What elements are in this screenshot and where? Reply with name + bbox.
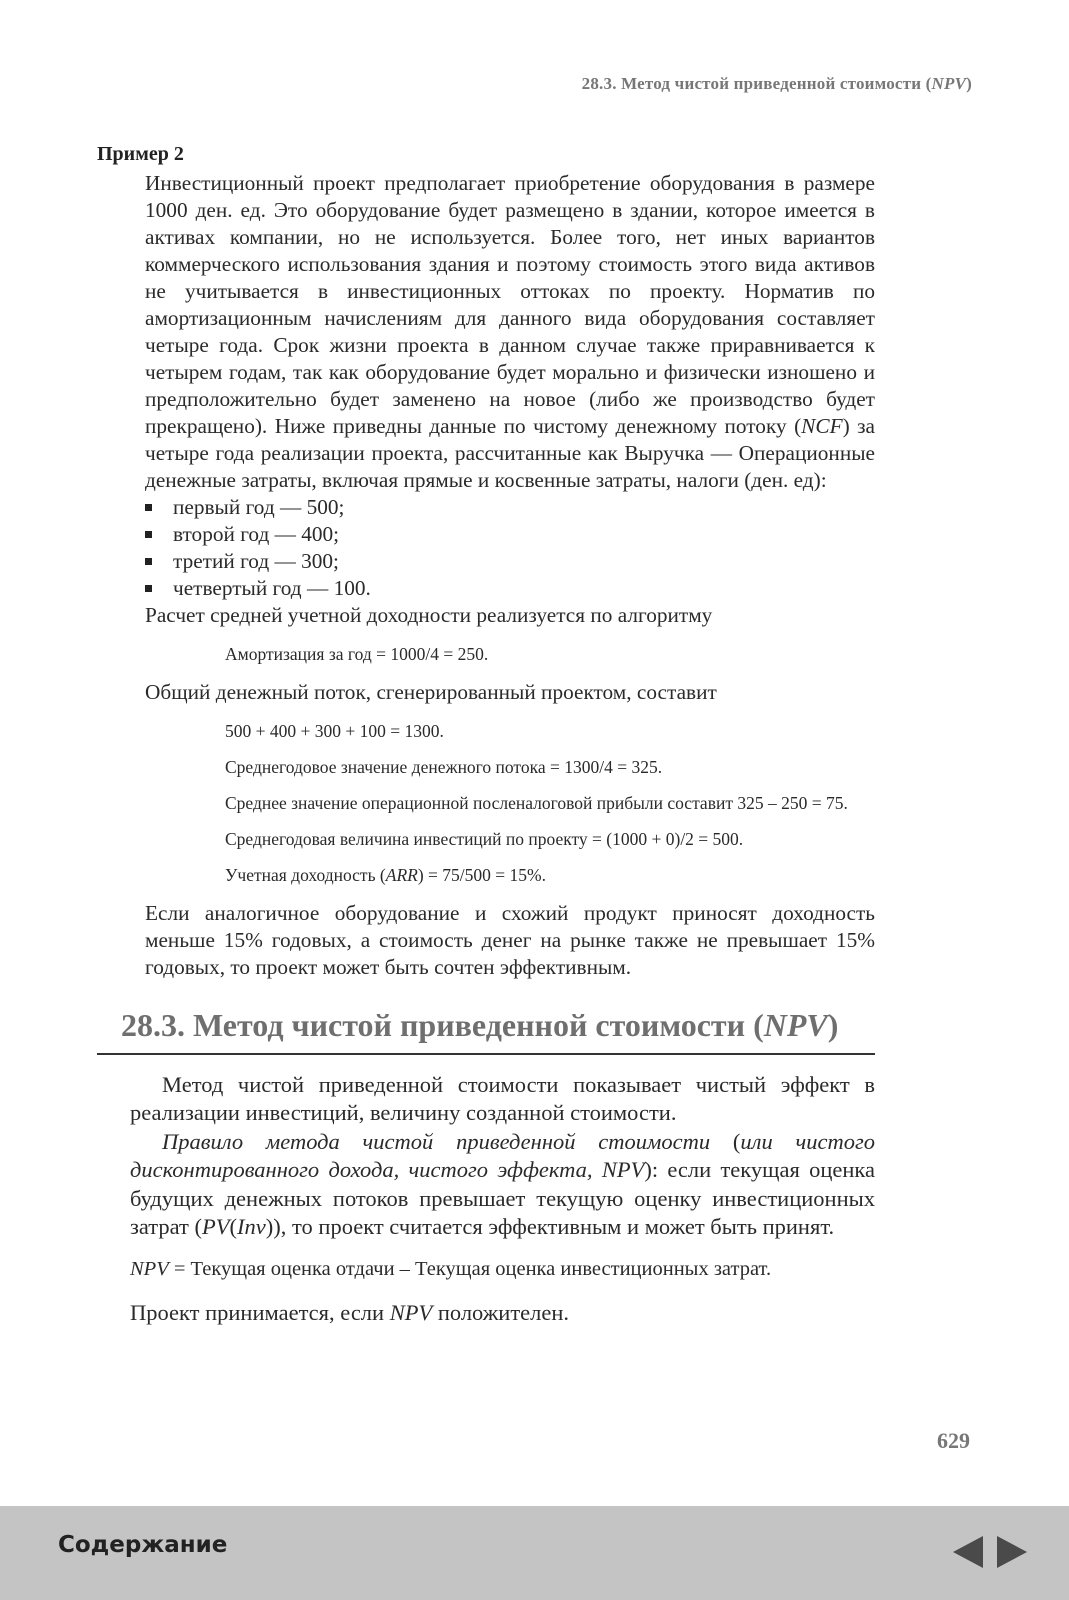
page-content — [97, 143, 875, 1327]
next-page-icon[interactable] — [997, 1536, 1027, 1568]
contents-link[interactable]: Содержание — [58, 1532, 228, 1558]
section-heading: 28.3. Метод чистой приведенной стоимости (NPV) — [121, 1007, 839, 1043]
page-number: 629 — [937, 1428, 970, 1453]
section-body — [130, 1071, 875, 1328]
list-item: второй год — 400; — [145, 521, 875, 548]
npv-formula: NPV = Текущая оценка отдачи – Текущая оценка инвестиционных затрат. — [130, 1257, 772, 1280]
cash-flow-intro: Общий денежный поток, сгенерированный проектом, составит — [145, 680, 717, 704]
cash-flow-list — [145, 494, 875, 602]
bullet-icon — [145, 558, 152, 565]
formula-total: 500 + 400 + 300 + 100 = 1300. — [225, 721, 444, 741]
footer-bar — [0, 1506, 1069, 1600]
formula-average-profit: Среднее значение операционной посленалоговой прибыли составит 325 – 250 = 75. — [225, 793, 848, 813]
example-body — [145, 170, 875, 981]
calc-intro: Расчет средней учетной доходности реализуется по алгоритму — [145, 603, 713, 627]
list-item: четвертый год — 100. — [145, 575, 875, 602]
section-heading-block — [97, 1005, 875, 1055]
section-paragraph-1: Метод чистой приведенной стоимости показывает чистый эффект в реализации инвестиций, величину созданной стоимости. — [130, 1071, 875, 1125]
list-item: первый год — 500; — [145, 494, 875, 521]
bullet-icon — [145, 585, 152, 592]
heading-rule — [97, 1053, 875, 1055]
formula-amortization: Амортизация за год = 1000/4 = 250. — [225, 644, 489, 664]
conclusion-paragraph: Если аналогичное оборудование и схожий продукт приносят доходность меньше 15% годовых, а стоимость денег на рынке также не превышает 15% годовых, то проект может быть сочтен эффективным. — [145, 901, 875, 979]
npv-rule-paragraph: Правило метода чистой приведенной стоимости (или чистого дисконтированного дохода, чистого эффекта, NPV): если текущая оценка будущих денежных потоков превышает текущую оценку инвестиционных затрат (PV(Inv)), то проект считается эффективным и может быть принят. — [130, 1128, 876, 1239]
formula-arr: Учетная доходность (ARR) = 75/500 = 15%. — [225, 865, 546, 885]
formula-average-cash: Среднегодовое значение денежного потока = 1300/4 = 325. — [225, 757, 663, 777]
formula-average-investment: Среднегодовая величина инвестиций по проекту = (1000 + 0)/2 = 500. — [225, 829, 744, 849]
example-paragraph: Инвестиционный проект предполагает приобретение оборудования в размере 1000 ден. ед. Это оборудование будет размещено в здании, которое имеется в активах компании, но не используется. Более того, нет иных вариантов коммерческого использования здания и поэтому стоимость этого вида активов не учитывается в инвестиционных оттоках по проекту. Норматив по амортизационным начислениям для данного вида оборудования составляет четыре года. Срок жизни проекта в данном случае также приравнивается к четырем годам, так как оборудование будет морально и физически изношено и предположительно будет заменено на новое (либо же производство будет прекращено). Ниже приведны данные по чистому денежному потоку (NCF) за четыре года реализации проекта, рассчитанные как Выручка — Операционные денежные затраты, включая прямые и косвенные затраты, налоги (ден. ед): — [145, 171, 875, 492]
prev-page-icon[interactable] — [953, 1536, 983, 1568]
npv-acceptance: Проект принимается, если NPV положителен. — [130, 1299, 570, 1325]
bullet-icon — [145, 531, 152, 538]
bullet-icon — [145, 504, 152, 511]
example-title: Пример 2 — [97, 143, 184, 165]
list-item: третий год — 300; — [145, 548, 875, 575]
running-head: 28.3. Метод чистой приведенной стоимости (NPV) — [581, 74, 972, 93]
